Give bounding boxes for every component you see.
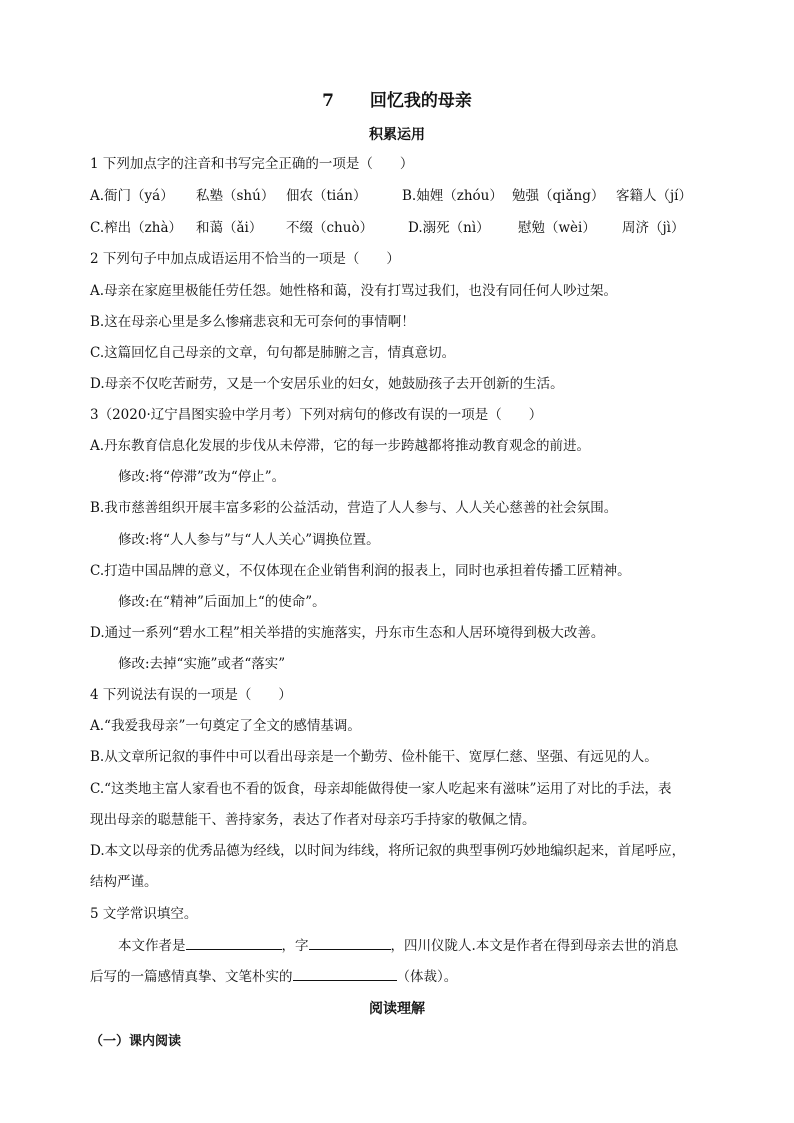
question-2-option-a: A.母亲在家庭里极能任劳任怨。她性格和蔼，没有打骂过我们，也没有同任何人吵过架。 xyxy=(90,283,618,299)
question-4-option-c-line2: 现出母亲的聪慧能干、善持家务，表达了作者对母亲巧手持家的敬佩之情。 xyxy=(90,812,536,828)
option-a-3: 佃农（tián） xyxy=(286,188,367,204)
question-5-paragraph-line2 xyxy=(90,966,710,987)
question-4-option-c-line1: C.“这类地主富人家看也不看的饭食，母亲却能做得使一家人吃起来有滋味”运用了对比的手法，表 xyxy=(90,781,672,797)
q5-text-courtesy: ，字 xyxy=(281,938,309,954)
question-3-option-a-fix: 修改:将“停滞”改为“停止”。 xyxy=(118,469,286,485)
q5-text-genre-tail: （体裁）。 xyxy=(396,969,458,985)
question-4-option-a: A.“我爱我母亲”一句奠定了全文的感情基调。 xyxy=(90,718,361,734)
question-5-paragraph-line1 xyxy=(118,935,738,956)
option-d-2: 慰勉（wèi） xyxy=(518,220,596,236)
question-1-stem: 1 下列加点字的注音和书写完全正确的一项是（ ） xyxy=(90,156,414,172)
question-5-stem: 5 文学常识填空。 xyxy=(90,906,198,922)
lesson-title-text: 回忆我的母亲 xyxy=(369,91,472,111)
option-b-1: B.妯娌（zhóu） xyxy=(402,188,503,204)
option-c-3: 不缀（chuò） xyxy=(286,220,374,236)
section-heading-reading: 阅读理解 xyxy=(369,1001,425,1017)
option-d-3: 周济（jì） xyxy=(622,220,685,236)
author-blank[interactable] xyxy=(186,935,282,950)
option-a-1: A.衙门（yá） xyxy=(90,188,174,204)
q5-text-author: 本文作者是 xyxy=(118,938,186,954)
question-1-options-row2 xyxy=(90,218,710,238)
lesson-number: 7 xyxy=(322,91,334,111)
question-3-stem: 3（2020·辽宁昌图实验中学月考）下列对病句的修改有误的一项是（ ） xyxy=(90,407,543,423)
question-3-option-d: D.通过一系列“碧水工程”相关举措的实施落实，丹东市生态和人居环境得到极大改善。 xyxy=(90,625,605,641)
question-1-options-row1 xyxy=(90,186,710,206)
genre-blank[interactable] xyxy=(293,966,397,981)
option-b-3: 客籍人（jí） xyxy=(616,188,693,204)
section-heading-accumulation: 积累运用 xyxy=(369,127,425,143)
question-2-option-c: C.这篇回忆自己母亲的文章，句句都是肺腑之言，情真意切。 xyxy=(90,345,456,361)
option-b-2: 勉强（qiǎng） xyxy=(512,188,605,204)
question-4-option-b: B.从文章所记叙的事件中可以看出母亲是一个勤劳、俭朴能干、宽厚仁慈、坚强、有远见的人。 xyxy=(90,749,658,765)
question-4-option-d-line2: 结构严谨。 xyxy=(90,874,158,890)
lesson-title xyxy=(0,86,794,111)
question-3-option-b-fix: 修改:将“人人参与”与“人人关心”调换位置。 xyxy=(118,532,380,548)
option-c-1: C.榨出（zhà） xyxy=(90,220,182,236)
question-3-option-b: B.我市慈善组织开展丰富多彩的公益活动，营造了人人参与、人人关心慈善的社会氛围。 xyxy=(90,500,618,516)
question-2-stem: 2 下列句子中加点成语运用不恰当的一项是（ ） xyxy=(90,251,400,267)
subsection-in-class-reading: （一）课内阅读 xyxy=(90,1034,182,1049)
question-3-option-c-fix: 修改:在“精神”后面加上“的使命”。 xyxy=(118,594,326,610)
question-3-option-a: A.丹东教育信息化发展的步伐从未停滞，它的每一步跨越都将推动教育观念的前进。 xyxy=(90,438,591,454)
question-4-stem: 4 下列说法有误的一项是（ ） xyxy=(90,687,292,703)
option-c-2: 和蔼（ǎi） xyxy=(196,220,263,236)
question-4-option-d-line1: D.本文以母亲的优秀品德为经线，以时间为纬线，将所记叙的典型事例巧妙地编织起来，首尾呼应， xyxy=(90,843,686,859)
q5-text-origin: ，四川仪陇人.本文是作者在得到母亲去世的消息 xyxy=(390,938,679,954)
question-2-option-b: B.这在母亲心里是多么惨痛悲哀和无可奈何的事情啊！ xyxy=(90,314,415,330)
question-3-option-d-fix: 修改:去掉“实施”或者“落实” xyxy=(118,656,286,672)
courtesy-name-blank[interactable] xyxy=(309,935,391,950)
option-d-1: D.溺死（nì） xyxy=(408,220,490,236)
q5-text-genre-lead: 后写的一篇感情真挚、文笔朴实的 xyxy=(90,969,293,985)
question-3-option-c: C.打造中国品牌的意义，不仅体现在企业销售利润的报表上，同时也承担着传播工匠精神。 xyxy=(90,563,631,579)
question-2-option-d: D.母亲不仅吃苦耐劳，又是一个安居乐业的妇女，她鼓励孩子去开创新的生活。 xyxy=(90,376,564,392)
option-a-2: 私塾（shú） xyxy=(196,188,275,204)
